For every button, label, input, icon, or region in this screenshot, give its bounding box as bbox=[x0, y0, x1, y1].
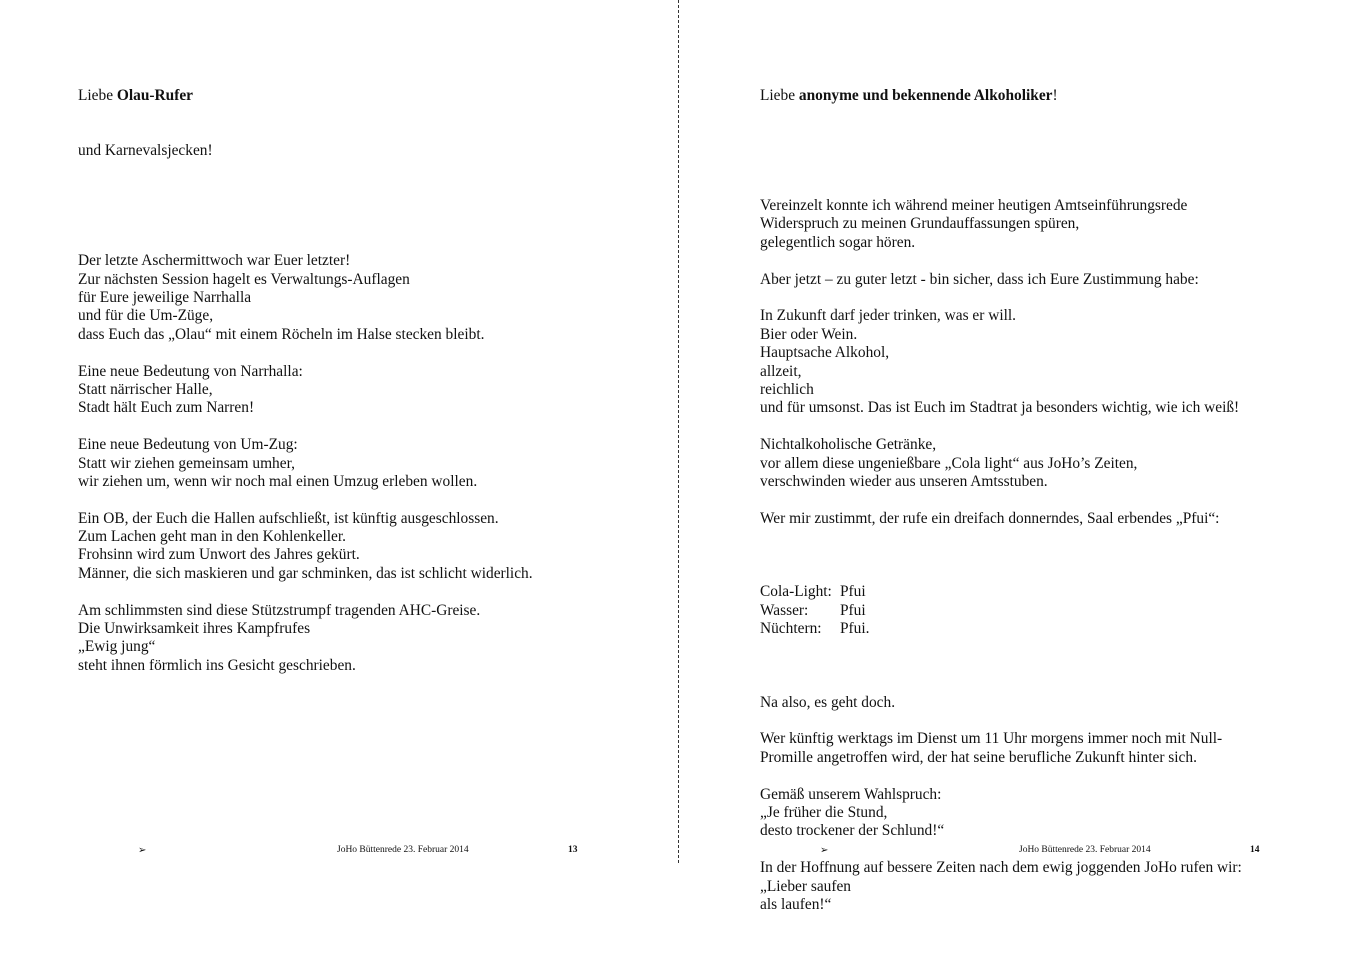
response-list bbox=[760, 583, 1242, 638]
text-line: steht ihnen förmlich ins Gesicht geschrieben. bbox=[78, 656, 356, 674]
paragraph bbox=[760, 730, 1242, 767]
arrow-icon: ➢ bbox=[138, 845, 147, 856]
right-greeting bbox=[760, 50, 1242, 142]
paragraph bbox=[78, 510, 533, 584]
text-line: vor allem diese ungenießbare „Cola light“ aus JoHo’s Zeiten, bbox=[760, 454, 1138, 472]
response-value: Pfui bbox=[840, 583, 866, 601]
text-line: Statt närrischer Halle, bbox=[78, 380, 213, 398]
text-line: Männer, die sich maskieren und gar schminken, das ist schlicht widerlich. bbox=[78, 564, 533, 582]
text-line: allzeit, bbox=[760, 362, 802, 380]
left-page bbox=[0, 0, 678, 863]
greeting-prefix: Liebe bbox=[760, 86, 799, 104]
footer-text: JoHo Büttenrede 23. Februar 2014 bbox=[337, 845, 469, 855]
left-paragraphs bbox=[78, 252, 533, 675]
text-line: Am schlimmsten sind diese Stützstrumpf tragenden AHC-Greise. bbox=[78, 601, 481, 619]
paragraph bbox=[760, 510, 1242, 528]
right-page-text bbox=[760, 13, 1242, 970]
text-line: Gemäß unserem Wahlspruch: bbox=[760, 785, 942, 803]
paragraph bbox=[78, 436, 533, 491]
text-line: Zur nächsten Session hagelt es Verwaltungs-Auflagen bbox=[78, 270, 410, 288]
text-line: Zum Lachen geht man in den Kohlenkeller. bbox=[78, 528, 346, 546]
text-line: Statt wir ziehen gemeinsam umher, bbox=[78, 454, 295, 472]
response-line bbox=[760, 583, 1242, 601]
text-line: „Lieber saufen bbox=[760, 877, 852, 895]
text-line: und für die Um-Züge, bbox=[78, 307, 214, 325]
text-line: Hauptsache Alkohol, bbox=[760, 344, 890, 362]
right-page bbox=[680, 0, 1358, 913]
paragraph bbox=[760, 436, 1242, 491]
greeting-bold: Olau-Rufer bbox=[116, 86, 193, 104]
response-value: Pfui. bbox=[840, 620, 870, 638]
text-line: Widerspruch zu meinen Grundauffassungen spüren, bbox=[760, 215, 1080, 233]
text-line: reichlich bbox=[760, 380, 814, 398]
text-line: Eine neue Bedeutung von Um-Zug: bbox=[78, 436, 298, 454]
greeting-prefix: Liebe bbox=[78, 86, 117, 104]
paragraph bbox=[78, 602, 533, 676]
text-line: Nichtalkoholische Getränke, bbox=[760, 436, 937, 454]
paragraph bbox=[760, 859, 1242, 914]
left-greeting bbox=[78, 50, 533, 197]
text-line: Wer mir zustimmt, der rufe ein dreifach donnerndes, Saal erbendes „Pfui“: bbox=[760, 509, 1220, 527]
text-line: wir ziehen um, wenn wir noch mal einen Umzug erleben wollen. bbox=[78, 472, 478, 490]
text-line: Aber jetzt – zu guter letzt - bin sicher, dass ich Eure Zustimmung habe: bbox=[760, 270, 1199, 288]
response-label: Cola-Light: bbox=[760, 583, 832, 601]
greeting-bold: anonyme und bekennende Alkoholiker bbox=[798, 86, 1053, 104]
paragraph bbox=[78, 252, 533, 344]
page-number: 14 bbox=[1250, 845, 1260, 855]
paragraph bbox=[760, 786, 1242, 841]
text-line: Eine neue Bedeutung von Narrhalla: bbox=[78, 362, 303, 380]
arrow-icon: ➢ bbox=[820, 845, 829, 856]
text-line: für Eure jeweilige Narrhalla bbox=[78, 289, 252, 307]
text-line: „Ewig jung“ bbox=[78, 638, 156, 656]
right-paragraphs bbox=[760, 197, 1242, 528]
text-line: desto trockener der Schlund!“ bbox=[760, 822, 945, 840]
text-line: Frohsinn wird zum Unwort des Jahres gekürt. bbox=[78, 546, 360, 564]
response-value: Pfui bbox=[840, 601, 866, 619]
text-line: In Zukunft darf jeder trinken, was er will. bbox=[760, 307, 1016, 325]
response-label: Wasser: bbox=[760, 601, 809, 619]
left-greeting-line bbox=[78, 87, 533, 105]
paragraph bbox=[78, 363, 533, 418]
text-line: verschwinden wieder aus unseren Amtsstuben. bbox=[760, 472, 1048, 490]
right-paragraphs-after bbox=[760, 694, 1242, 915]
response-line bbox=[760, 602, 1242, 620]
greeting-suffix: ! bbox=[1052, 86, 1058, 104]
text-line: „Je früher die Stund, bbox=[760, 803, 888, 821]
response-label: Nüchtern: bbox=[760, 620, 822, 638]
page-divider bbox=[678, 0, 679, 863]
text-line: gelegentlich sogar hören. bbox=[760, 233, 916, 251]
text-line: Ein OB, der Euch die Hallen aufschließt, ist künftig ausgeschlossen. bbox=[78, 509, 499, 527]
page-number: 13 bbox=[568, 845, 578, 855]
text-line: Die Unwirksamkeit ihres Kampfrufes bbox=[78, 620, 311, 638]
paragraph bbox=[760, 694, 1242, 712]
footer-text: JoHo Büttenrede 23. Februar 2014 bbox=[1019, 845, 1151, 855]
text-line: Wer künftig werktags im Dienst um 11 Uhr morgens immer noch mit Null- bbox=[760, 730, 1223, 748]
text-line: Stadt hält Euch zum Narren! bbox=[78, 399, 255, 417]
paragraph bbox=[760, 271, 1242, 289]
text-line: dass Euch das „Olau“ mit einem Röcheln im Halse stecken bleibt. bbox=[78, 325, 485, 343]
text-line: als laufen!“ bbox=[760, 895, 832, 913]
paragraph bbox=[760, 307, 1242, 417]
text-line: In der Hoffnung auf bessere Zeiten nach dem ewig joggenden JoHo rufen wir: bbox=[760, 859, 1242, 877]
greeting-line: und Karnevalsjecken! bbox=[78, 141, 213, 159]
text-line: Promille angetroffen wird, der hat seine berufliche Zukunft hinter sich. bbox=[760, 748, 1197, 766]
text-line: Vereinzelt konnte ich während meiner heutigen Amtseinführungsrede bbox=[760, 197, 1188, 215]
text-line: Bier oder Wein. bbox=[760, 325, 858, 343]
paragraph bbox=[760, 197, 1242, 252]
left-page-text bbox=[78, 13, 533, 730]
text-line: Der letzte Aschermittwoch war Euer letzter! bbox=[78, 252, 351, 270]
text-line: und für umsonst. Das ist Euch im Stadtrat ja besonders wichtig, wie ich weiß! bbox=[760, 399, 1240, 417]
right-greeting-line bbox=[760, 87, 1242, 105]
text-line: Na also, es geht doch. bbox=[760, 693, 896, 711]
response-line bbox=[760, 620, 1242, 638]
